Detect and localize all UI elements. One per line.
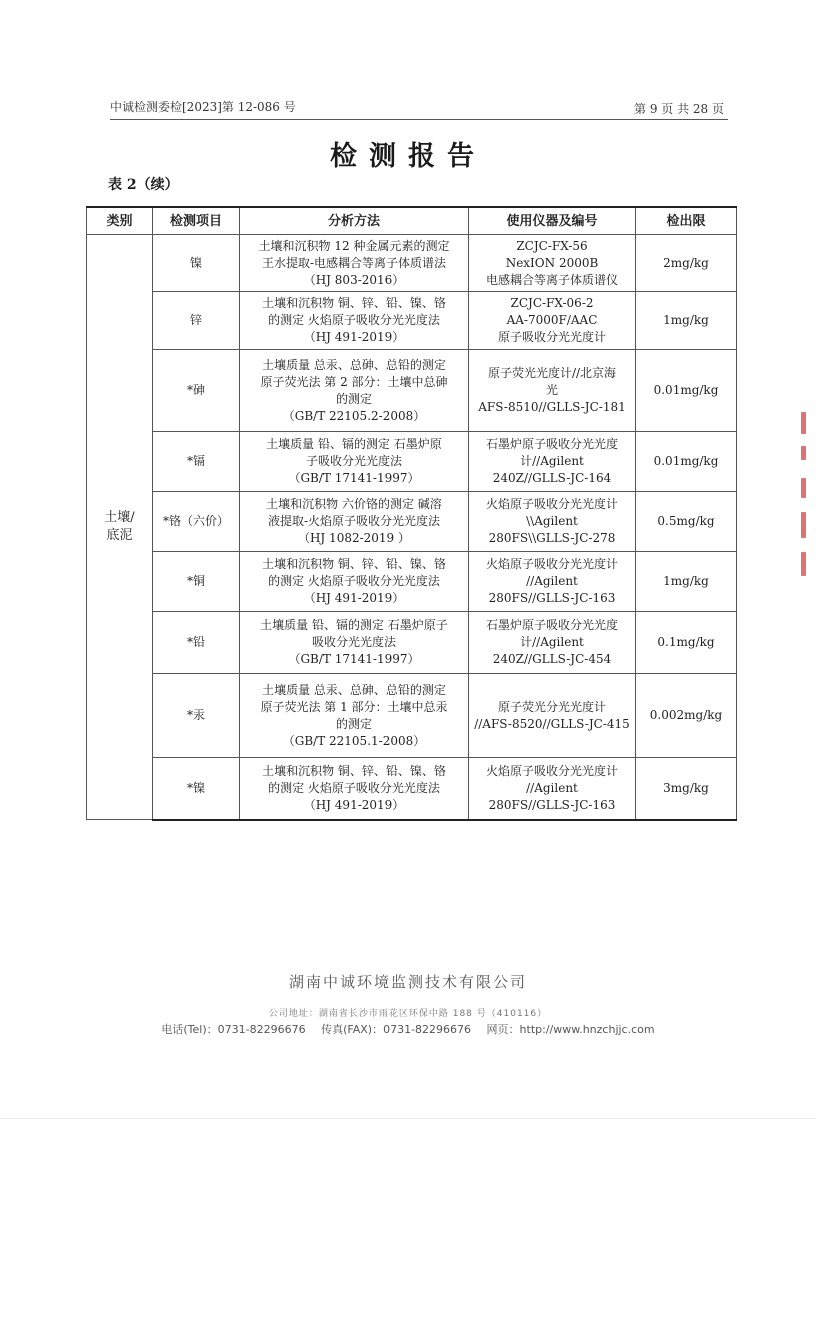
col-header-limit: 检出限 xyxy=(636,207,737,235)
method-cell: 土壤质量 总汞、总砷、总铅的测定 原子荧光法 第 1 部分：土壤中总汞 的测定 （GB/T 22105.1-2008） xyxy=(240,674,469,758)
instrument-cell: 石墨炉原子吸收分光光度 计//Agilent 240Z//GLLS-JC-454 xyxy=(469,612,636,674)
col-header-item: 检测项目 xyxy=(153,207,240,235)
limit-cell: 0.01mg/kg xyxy=(636,432,737,492)
fax: 传真(FAX)：0731-82296676 xyxy=(321,1023,472,1036)
detection-methods-table xyxy=(86,206,737,821)
item-cell: *汞 xyxy=(153,674,240,758)
stamp-fragment xyxy=(801,478,806,498)
stamp-fragment xyxy=(801,512,806,538)
instrument-cell: 石墨炉原子吸收分光光度 计//Agilent 240Z//GLLS-JC-164 xyxy=(469,432,636,492)
scan-edge xyxy=(0,1118,816,1119)
instrument-cell: ZCJC-FX-56 NexION 2000B 电感耦合等离子体质谱仪 xyxy=(469,235,636,292)
instrument-cell: ZCJC-FX-06-2 AA-7000F/AAC 原子吸收分光光度计 xyxy=(469,292,636,350)
page-title: 检测报告 xyxy=(330,141,486,172)
method-cell: 土壤和沉积物 六价铬的测定 碱溶 液提取-火焰原子吸收分光光度法 （HJ 1082-2019 ） xyxy=(240,492,469,552)
method-cell: 土壤和沉积物 铜、锌、铅、镍、铬 的测定 火焰原子吸收分光光度法 （HJ 491-2019） xyxy=(240,552,469,612)
item-cell: 镍 xyxy=(153,235,240,292)
limit-cell: 3mg/kg xyxy=(636,758,737,820)
table-row xyxy=(87,492,737,552)
instrument-cell: 火焰原子吸收分光光度计 //Agilent 280FS//GLLS-JC-163 xyxy=(469,552,636,612)
contact-line xyxy=(0,1021,816,1037)
col-header-category: 类别 xyxy=(87,207,153,235)
method-cell: 土壤质量 铅、镉的测定 石墨炉原 子吸收分光光度法 （GB/T 17141-1997） xyxy=(240,432,469,492)
item-cell: *铜 xyxy=(153,552,240,612)
instrument-cell: 原子荧光光度计//北京海 光 AFS-8510//GLLS-JC-181 xyxy=(469,350,636,432)
stamp-fragment xyxy=(801,412,806,434)
table-row xyxy=(87,235,737,292)
telephone: 电话(Tel)：0731-82296676 xyxy=(161,1023,306,1036)
page-indicator: 第 9 页 共 28 页 xyxy=(634,102,724,116)
limit-cell: 0.5mg/kg xyxy=(636,492,737,552)
table-header-row xyxy=(87,207,737,235)
table-row xyxy=(87,292,737,350)
seam-seal-stamp xyxy=(799,412,808,582)
item-cell: *铬（六价） xyxy=(153,492,240,552)
limit-cell: 0.01mg/kg xyxy=(636,350,737,432)
category-cell: 土壤/ 底泥 xyxy=(87,235,153,820)
instrument-cell: 火焰原子吸收分光光度计 \\Agilent 280FS\\GLLS-JC-278 xyxy=(469,492,636,552)
table-row xyxy=(87,758,737,820)
header-rule xyxy=(110,119,728,120)
limit-cell: 1mg/kg xyxy=(636,552,737,612)
website: 网页：http://www.hnzchjjc.com xyxy=(486,1023,655,1036)
stamp-fragment xyxy=(801,446,806,460)
item-cell: *砷 xyxy=(153,350,240,432)
table-row xyxy=(87,612,737,674)
method-cell: 土壤质量 总汞、总砷、总铅的测定 原子荧光法 第 2 部分：土壤中总砷 的测定 （GB/T 22105.2-2008） xyxy=(240,350,469,432)
company-address: 公司地址：湖南省长沙市雨花区环保中路 188 号（410116） xyxy=(268,1009,548,1019)
table-caption: 表 2（续） xyxy=(108,177,179,193)
table-row xyxy=(87,432,737,492)
limit-cell: 0.002mg/kg xyxy=(636,674,737,758)
stamp-fragment xyxy=(801,552,806,576)
table-row xyxy=(87,674,737,758)
item-cell: *铅 xyxy=(153,612,240,674)
limit-cell: 0.1mg/kg xyxy=(636,612,737,674)
limit-cell: 2mg/kg xyxy=(636,235,737,292)
method-cell: 土壤质量 铅、镉的测定 石墨炉原子 吸收分光光度法 （GB/T 17141-1997） xyxy=(240,612,469,674)
instrument-cell: 原子荧光分光光度计 //AFS-8520//GLLS-JC-415 xyxy=(469,674,636,758)
method-cell: 土壤和沉积物 铜、锌、铅、镍、铬 的测定 火焰原子吸收分光光度法 （HJ 491-2019） xyxy=(240,292,469,350)
company-name: 湖南中诚环境监测技术有限公司 xyxy=(288,973,527,991)
report-number: 中诚检测委检[2023]第 12-086 号 xyxy=(110,100,296,114)
method-cell: 土壤和沉积物 铜、锌、铅、镍、铬 的测定 火焰原子吸收分光光度法 （HJ 491-2019） xyxy=(240,758,469,820)
col-header-method: 分析方法 xyxy=(240,207,469,235)
table-row xyxy=(87,350,737,432)
item-cell: *镍 xyxy=(153,758,240,820)
limit-cell: 1mg/kg xyxy=(636,292,737,350)
instrument-cell: 火焰原子吸收分光光度计 //Agilent 280FS//GLLS-JC-163 xyxy=(469,758,636,820)
method-cell: 土壤和沉积物 12 种金属元素的测定 王水提取-电感耦合等离子体质谱法 （HJ 803-2016） xyxy=(240,235,469,292)
table-row xyxy=(87,552,737,612)
item-cell: 锌 xyxy=(153,292,240,350)
col-header-instrument: 使用仪器及编号 xyxy=(469,207,636,235)
item-cell: *镉 xyxy=(153,432,240,492)
